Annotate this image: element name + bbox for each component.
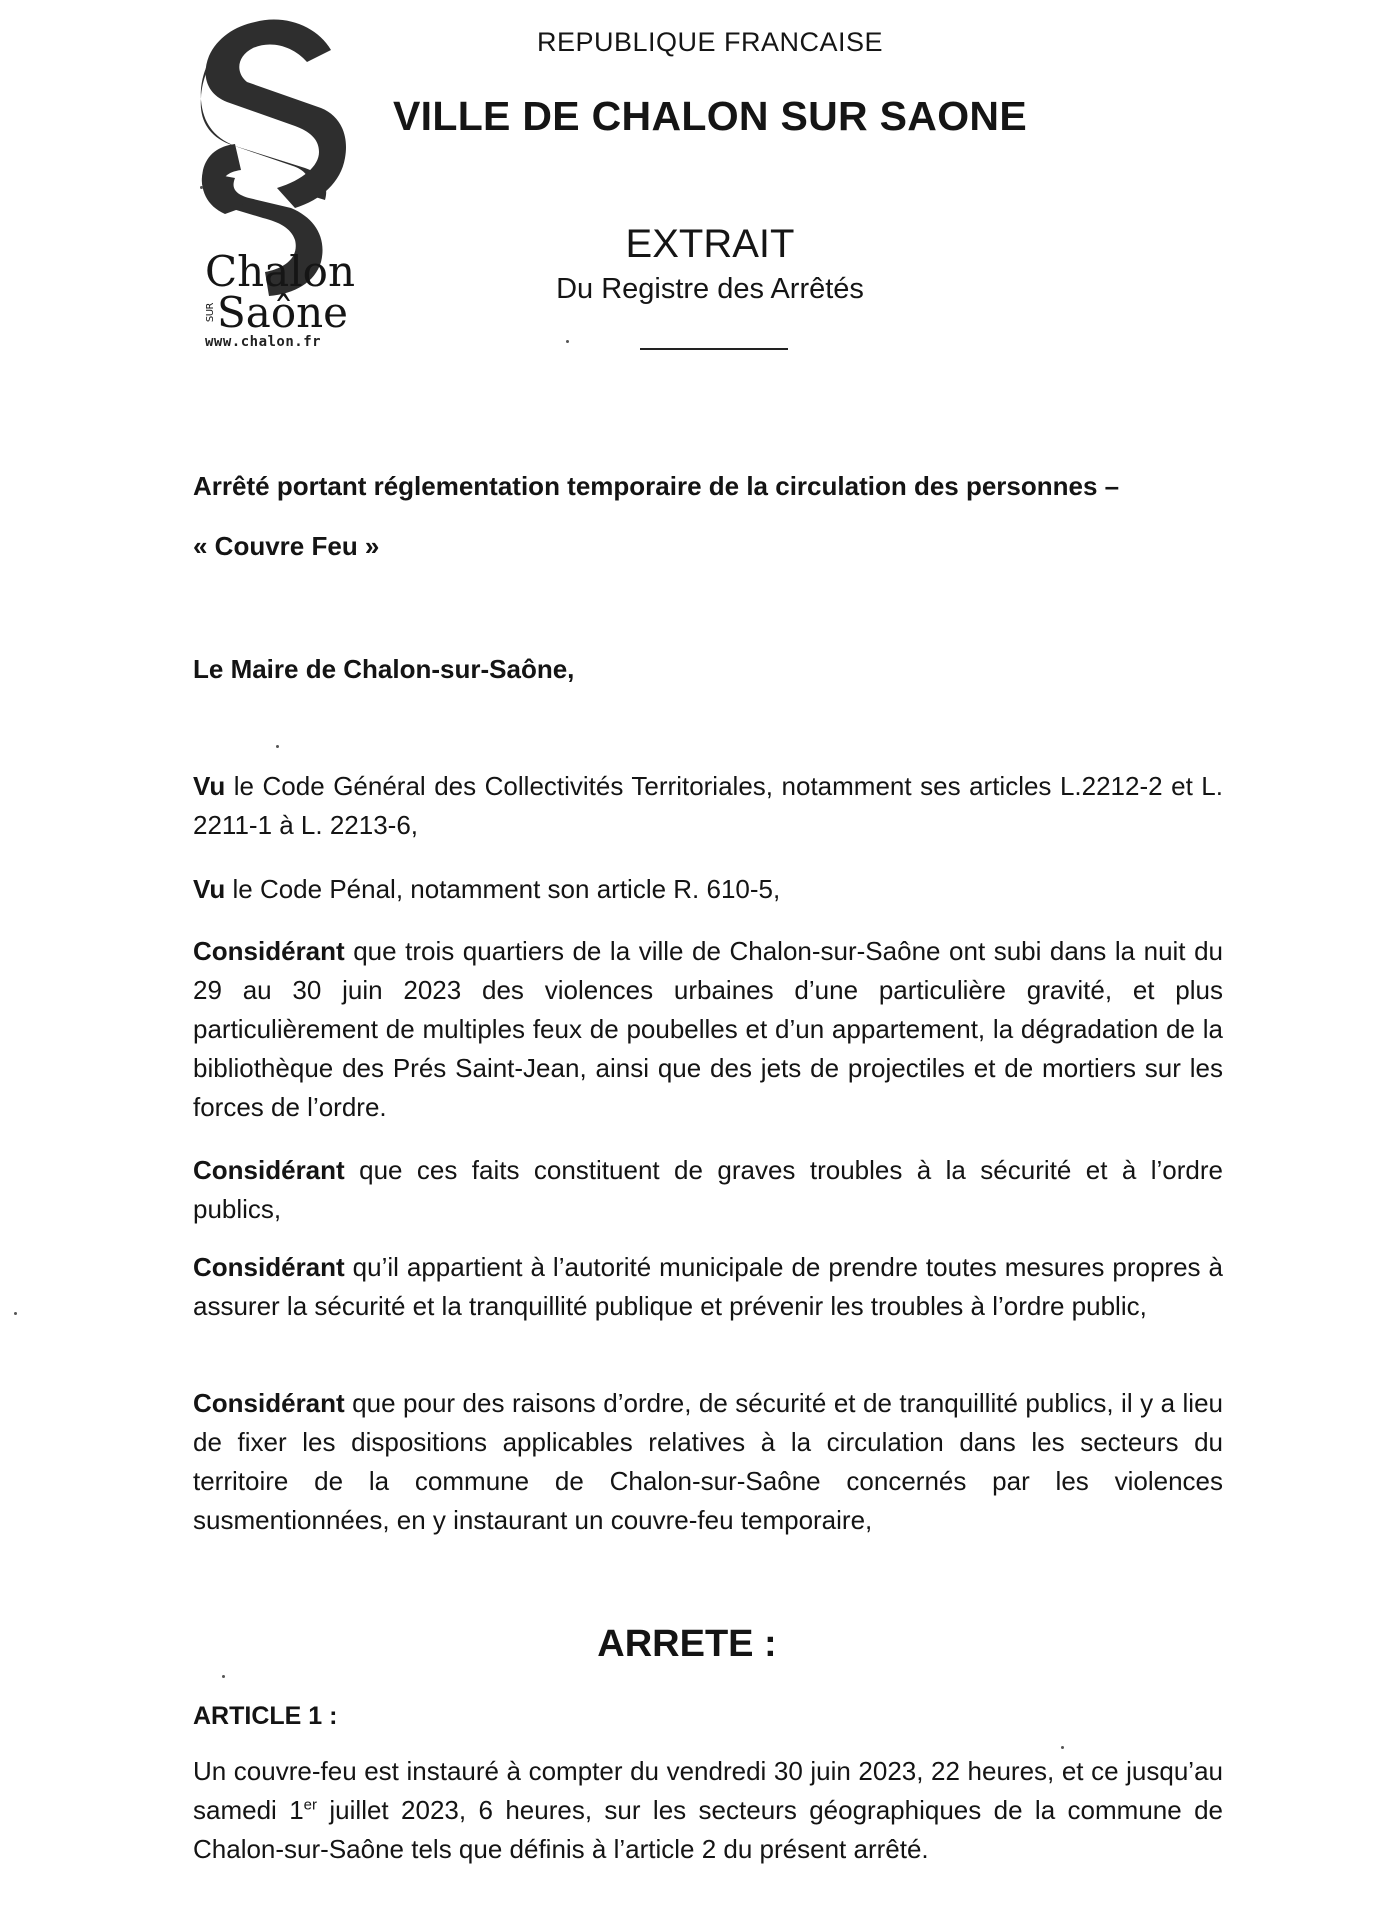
considerant-paragraph — [193, 1151, 1223, 1229]
article-1-text — [193, 1752, 1223, 1869]
visa-paragraph — [193, 870, 1223, 909]
considerant-paragraph — [193, 932, 1223, 1127]
scan-speck — [1061, 1746, 1064, 1749]
logo-sur: SUR — [205, 303, 216, 323]
considerant-lead: Considérant — [193, 1252, 345, 1282]
considerant-lead: Considérant — [193, 936, 345, 966]
visa-text: le Code Général des Collectivités Territoriales, notamment ses articles L.2212-2 et L. 2211-1 à L. 2213-6, — [193, 771, 1223, 840]
considerant-paragraph — [193, 1248, 1223, 1326]
scan-speck — [14, 1312, 17, 1315]
maire-line: Le Maire de Chalon-sur-Saône, — [193, 654, 575, 684]
considerant-text: que trois quartiers de la ville de Chalon-sur-Saône ont subi dans la nuit du 29 au 30 juin 2023 des violences urbaines d’une particulière gravité, et plus particulièrement de multiples feux de poubelles et d’un appartement, la dégradation de la bibliothèque des Prés Saint-Jean, ainsi que des jets de projectiles et de mortiers sur les forces de l’ordre. — [193, 936, 1223, 1122]
visa-lead: Vu — [193, 771, 226, 801]
logo-line-saone — [205, 288, 355, 337]
article-1-heading: ARTICLE 1 : — [193, 1702, 338, 1730]
visa-lead: Vu — [193, 874, 226, 904]
article-1-text-end: juillet 2023, 6 heures, sur les secteurs géographiques de la commune de Chalon-sur-Saône tels que définis à l’article 2 du présent arrêté. — [193, 1795, 1224, 1864]
scan-speck — [276, 745, 279, 748]
article-1-text-start: Un couvre-feu est instauré à compter du vendredi 30 juin 2023, 22 heures, et ce jusqu’au samedi 1 — [193, 1756, 1223, 1825]
logo-url: www.chalon.fr — [205, 334, 322, 350]
ville-title: VILLE DE CHALON SUR SAONE — [393, 93, 1027, 139]
considerant-text: que pour des raisons d’ordre, de sécurité et de tranquillité publics, il y a lieu de fixer les dispositions applicables relatives à la circulation dans les secteurs du territoire de la commune de Chalon-sur-Saône concernés par les violences susmentionnées, en y instaurant un couvre-feu temporaire, — [193, 1388, 1223, 1535]
logo-name-saone: Saône — [217, 288, 349, 337]
logo-name-chalon: Chalon — [205, 247, 355, 296]
scan-speck — [566, 340, 569, 343]
logo-line-chalon — [205, 247, 355, 296]
considerant-text: qu’il appartient à l’autorité municipale de prendre toutes mesures propres à assurer la sécurité et la tranquillité publique et prévenir les troubles à l’ordre public, — [193, 1252, 1223, 1321]
ordinal-superscript: er — [303, 1796, 318, 1814]
extrait-heading: EXTRAIT — [625, 222, 795, 266]
header-rule — [640, 348, 788, 350]
republique-francaise: REPUBLIQUE FRANCAISE — [536, 27, 884, 57]
arrete-title: Arrêté portant réglementation temporaire de la circulation des personnes – — [193, 471, 1120, 501]
arrete-heading: ARRETE : — [597, 1623, 777, 1665]
registre-subheading: Du Registre des Arrêtés — [556, 273, 864, 305]
considerant-lead: Considérant — [193, 1155, 345, 1185]
considerant-lead: Considérant — [193, 1388, 345, 1418]
visa-paragraph — [193, 767, 1223, 845]
scan-speck — [200, 186, 203, 189]
considerant-paragraph — [193, 1384, 1223, 1540]
considerant-text: que ces faits constituent de graves troubles à la sécurité et à l’ordre publics, — [193, 1155, 1223, 1224]
logo-wordmark — [205, 247, 355, 337]
scan-speck — [222, 1675, 225, 1678]
visa-text: le Code Pénal, notamment son article R. 610-5, — [225, 874, 781, 904]
arrete-subtitle: « Couvre Feu » — [193, 531, 380, 561]
